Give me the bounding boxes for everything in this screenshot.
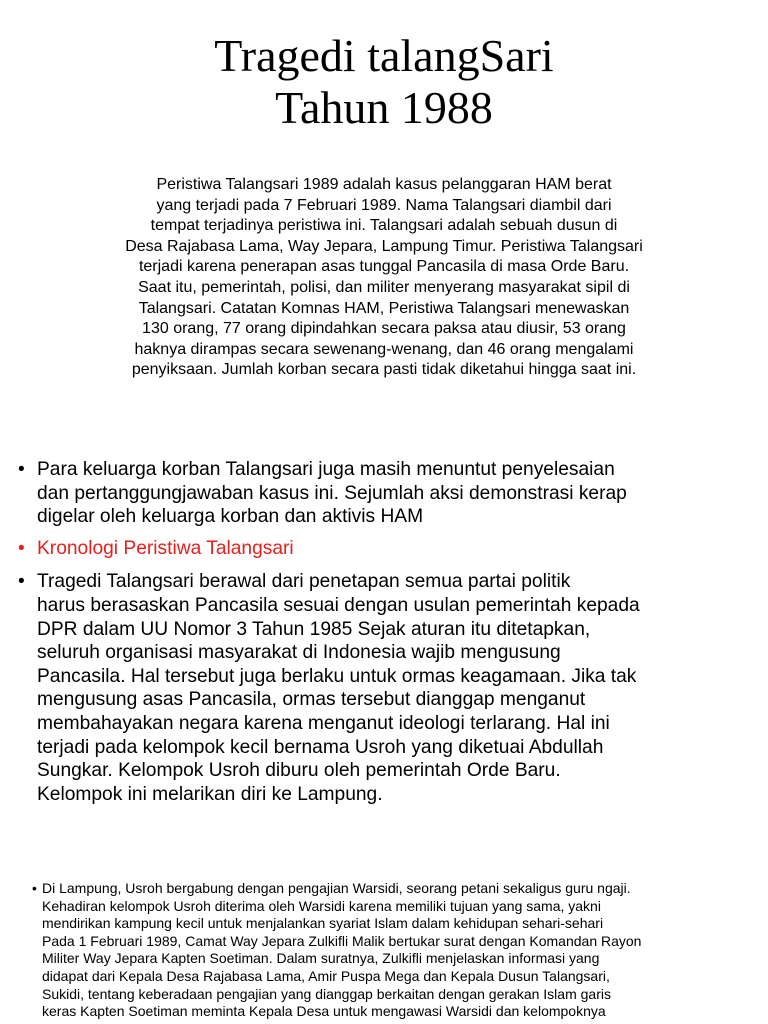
title-line-2: Tahun 1988 (275, 82, 493, 133)
lampung-paragraph: Di Lampung, Usroh bergabung dengan pengajian Warsidi, seorang petani sekaligus guru ngaji. Kehadiran kelompok Usroh diterima oleh Warsidi karena memiliki tujuan yang sama, yakni mendirikan kampung kecil untuk menjalankan syariat Islam dalam kehidupan sehari-sehari Pada 1 Februari 1989, Camat Way Jepara Zulkifli Malik bertukar surat dengan Komandan Rayon Militer Way Jepara Kapten Soetiman. Dalam suratnya, Zulkifli menjelaskan informasi yang didapat dari Kepala Desa Rajabasa Lama, Amir Puspa Mega dan Kepala Dusun Talangsari, Sukidi, tentang keberadaan pengajian yang dianggap berkaitan dengan gerakan Islam garis keras Kapten Soetiman meminta Kepala Desa untuk mengawasi Warsidi dan kelompoknya (42, 880, 642, 1020)
small-bullet-list (0, 880, 768, 1021)
page-title (0, 30, 768, 134)
bullet-marker: • (32, 880, 37, 896)
bullet-item-families (0, 458, 768, 529)
bullet-item-chronology-heading (0, 537, 768, 561)
title-line-1: Tragedi talangSari (214, 30, 554, 81)
bullet-marker: • (18, 459, 25, 480)
bullet-marker: • (18, 571, 25, 593)
bullet-marker: • (18, 537, 25, 559)
chronology-paragraph: Tragedi Talangsari berawal dari penetapan semua partai politik harus berasaskan Pancasila sesuai dengan usulan pemerintah kepada DPR dalam UU Nomor 3 Tahun 1985 Sejak aturan itu ditetapkan, seluruh organisasi masyarakat di Indonesia wajib mengusung Pancasila. Hal tersebut juga berlaku untuk ormas keagamaan. Jika tak mengusung asas Pancasila, ormas tersebut dianggap menganut membahayakan negara karena menganut ideologi terlarang. Hal ini terjadi pada kelompok kecil bernama Usroh yang diketuai Abdullah Sungkar. Kelompok Usroh diburu oleh pemerintah Orde Baru. Kelompok ini melarikan diri ke Lampung. (37, 571, 640, 805)
bullet-item-chronology-text (0, 570, 768, 806)
bullet-item-lampung (0, 880, 768, 1021)
bullet-list (0, 458, 768, 806)
intro-paragraph: Peristiwa Talangsari 1989 adalah kasus pelanggaran HAM berat yang terjadi pada 7 Februari 1989. Nama Talangsari diambil dari tempat terjadinya peristiwa ini. Talangsari adalah sebuah dusun di Desa Rajabasa Lama, Way Jepara, Lampung Timur. Peristiwa Talangsari terjadi karena penerapan asas tunggal Pancasila di masa Orde Baru. Saat itu, pemerintah, polisi, dan militer menyerang masyarakat sipil di Talangsari. Catatan Komnas HAM, Peristiwa Talangsari menewaskan 130 orang, 77 orang dipindahkan secara paksa atau diusir, 53 orang haknya dirampas secara sewenang-wenang, dan 46 orang mengalami penyiksaan. Jumlah korban secara pasti tidak diketahui hingga saat ini. (125, 176, 643, 379)
chronology-heading: Kronologi Peristiwa Talangsari (37, 537, 294, 559)
bullet-text-families: Para keluarga korban Talangsari juga masih menuntut penyelesaian dan pertanggungjawaban kasus ini. Sejumlah aksi demonstrasi kerap digelar oleh keluarga korban dan aktivis HAM (37, 459, 627, 528)
